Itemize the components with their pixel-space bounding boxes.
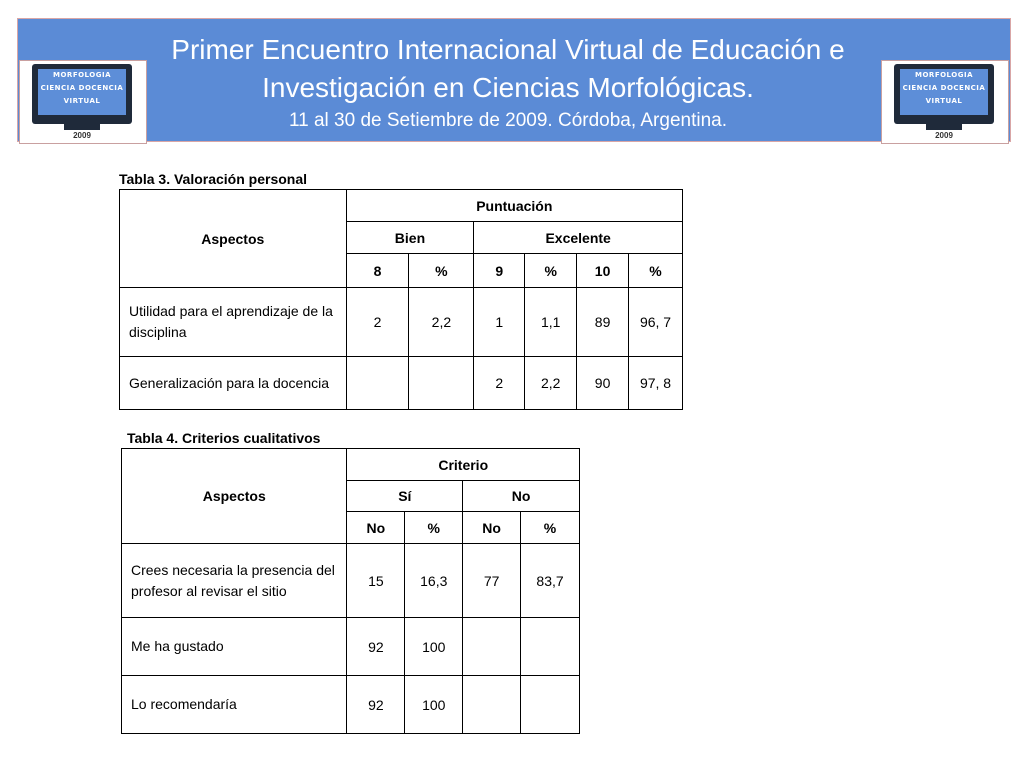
table4-col-header: %	[405, 512, 463, 544]
table4-col-header: %	[521, 512, 580, 544]
table-cell: 2	[346, 288, 409, 357]
table-cell: 92	[347, 676, 405, 734]
table4-aspect-header: Aspectos	[122, 449, 347, 544]
table-cell: 2,2	[525, 357, 577, 410]
logo-line3: VIRTUAL	[925, 97, 963, 105]
banner-title-line2: Investigación en Ciencias Morfológicas.	[262, 72, 754, 103]
logo-line1: MORFOLOGIA	[915, 71, 973, 79]
table4	[121, 448, 580, 734]
logo-screen	[900, 69, 988, 115]
monitor-stand	[926, 124, 962, 130]
table3-row-aspect: Utilidad para el aprendizaje de la disciplina	[120, 288, 347, 357]
table-cell: 1,1	[525, 288, 577, 357]
table3-aspect-header: Aspectos	[120, 190, 347, 288]
monitor-icon	[32, 64, 132, 124]
table4-row-aspect: Crees necesaria la presencia del profesor al revisar el sitio	[122, 544, 347, 618]
table3-caption: Tabla 3. Valoración personal	[119, 171, 308, 187]
table-cell	[409, 357, 474, 410]
table-cell: 83,7	[521, 544, 580, 618]
table-row	[120, 288, 683, 357]
logo-line3: VIRTUAL	[63, 97, 101, 105]
logo-screen	[38, 69, 126, 115]
table-cell: 15	[347, 544, 405, 618]
table3-col-header: 10	[577, 254, 629, 288]
table-row	[120, 357, 683, 410]
table-cell: 77	[463, 544, 521, 618]
table3-subheader: Excelente	[474, 222, 683, 254]
table-cell: 2,2	[409, 288, 474, 357]
table4-subheader: Sí	[347, 481, 463, 512]
table3-col-header: %	[525, 254, 577, 288]
logo-line2: CIENCIA DOCENCIA	[902, 84, 986, 92]
banner-title-line1: Primer Encuentro Internacional Virtual de Educación e	[171, 34, 845, 65]
table-cell: 96, 7	[629, 288, 683, 357]
table-cell	[346, 357, 409, 410]
table-cell	[463, 676, 521, 734]
table-cell: 90	[577, 357, 629, 410]
table4-group-header: Criterio	[347, 449, 580, 481]
table3-row-aspect: Generalización para la docencia	[120, 357, 347, 410]
table-cell: 100	[405, 618, 463, 676]
table-row	[122, 544, 580, 618]
table-cell: 1	[474, 288, 525, 357]
table4-caption: Tabla 4. Criterios cualitativos	[127, 430, 321, 446]
table-cell: 97, 8	[629, 357, 683, 410]
header-banner	[17, 18, 1011, 142]
table-cell: 89	[577, 288, 629, 357]
table3-col-header: 8	[346, 254, 409, 288]
monitor-stand	[64, 124, 100, 130]
logo-line2: CIENCIA DOCENCIA	[40, 84, 124, 92]
banner-subtitle: 11 al 30 de Setiembre de 2009. Córdoba, Argentina.	[288, 110, 727, 131]
table-row	[122, 676, 580, 734]
table3	[119, 189, 683, 410]
table4-subheader: No	[463, 481, 580, 512]
table-cell: 100	[405, 676, 463, 734]
table3-subheader: Bien	[346, 222, 474, 254]
logo-year: 2009	[73, 131, 91, 140]
table3-col-header: %	[409, 254, 474, 288]
table-row	[122, 618, 580, 676]
table4-col-header: No	[463, 512, 521, 544]
table-cell: 92	[347, 618, 405, 676]
monitor-icon	[894, 64, 994, 124]
table4-col-header: No	[347, 512, 405, 544]
logo-right	[881, 60, 1009, 144]
table-cell	[521, 618, 580, 676]
table-cell	[521, 676, 580, 734]
table3-col-header: 9	[474, 254, 525, 288]
table-cell: 16,3	[405, 544, 463, 618]
table3-col-header: %	[629, 254, 683, 288]
logo-year: 2009	[935, 131, 953, 140]
table-cell: 2	[474, 357, 525, 410]
table3-group-header: Puntuación	[346, 190, 682, 222]
table4-row-aspect: Lo recomendaría	[122, 676, 347, 734]
table4-row-aspect: Me ha gustado	[122, 618, 347, 676]
table-cell	[463, 618, 521, 676]
banner-title	[68, 31, 948, 107]
logo-left	[19, 60, 147, 144]
logo-line1: MORFOLOGIA	[53, 71, 111, 79]
